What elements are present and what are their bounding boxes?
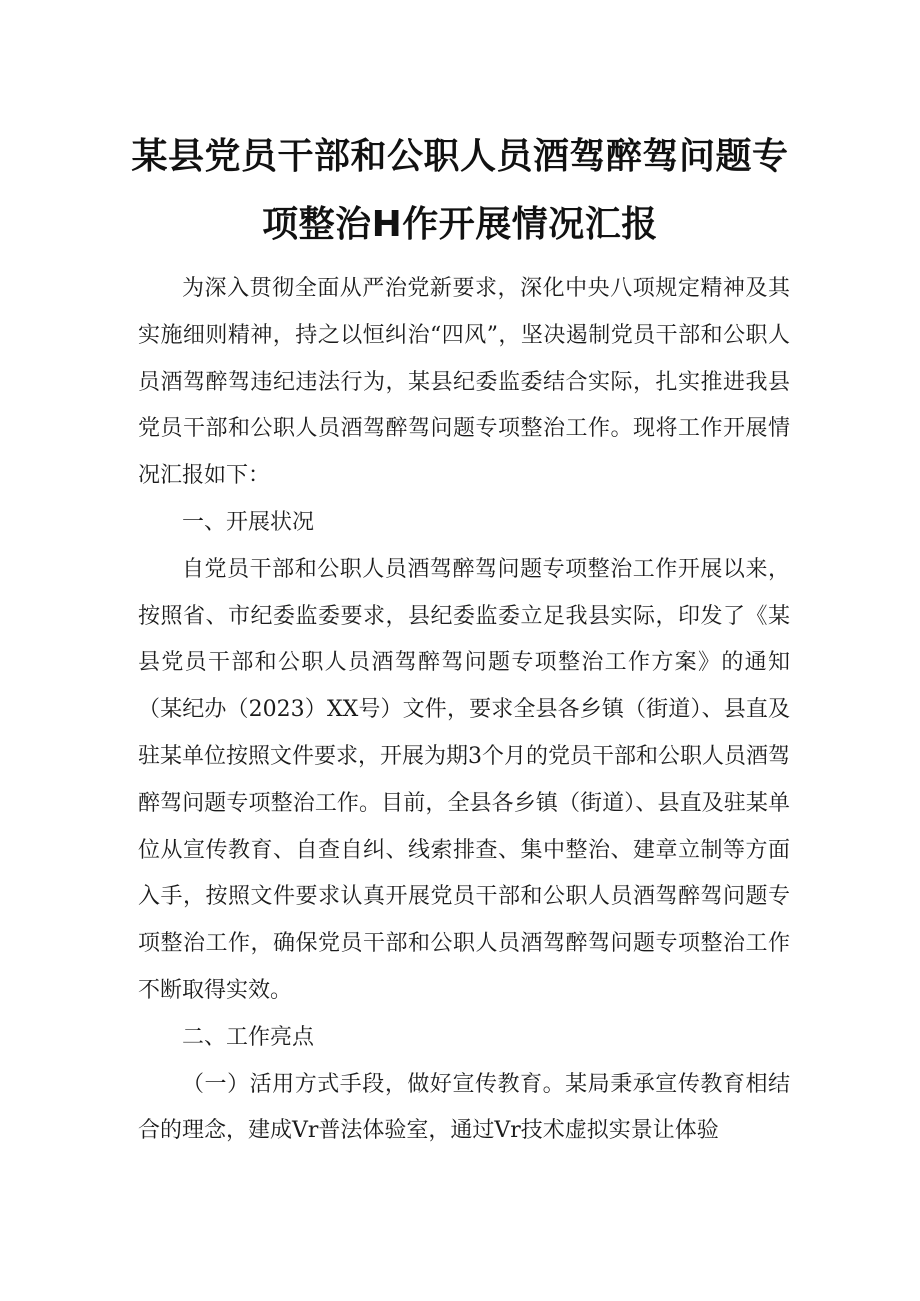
section-2-paragraph: （一）活用方式手段，做好宣传教育。某局秉承宣传教育相结合的理念，建成Vr普法体验室，通过Vr技术虚拟实景让体验 (138, 1071, 790, 1144)
section-heading-1: 一、开展状况 (182, 509, 315, 535)
document-title-line-2: 项整治H作开展情况汇报 (262, 204, 658, 245)
intro-paragraph: 为深入贯彻全面从严治党新要求，深化中央八项规定精神及其实施细则精神，持之以恒纠治“四风”，坚决遏制党员干部和公职人员酒驾醉驾违纪违法行为，某县纪委监委结合实际，扎实推进我县党员干部和公职人员酒驾醉驾问题专项整治工作。现将工作开展情况汇报如下： (138, 276, 790, 489)
document-body (138, 266, 790, 1155)
section-1-paragraph: 自党员干部和公职人员酒驾醉驾问题专项整治工作开展以来，按照省、市纪委监委要求，县纪委监委立足我县实际，印发了《某县党员干部和公职人员酒驾醉驾问题专项整治工作方案》的通知（某纪办（2023）XX号）文件，要求全县各乡镇（街道）、县直及驻某单位按照文件要求，开展为期3个月的党员干部和公职人员酒驾醉驾问题专项整治工作。目前，全县各乡镇（街道）、县直及驻某单位从宣传教育、自查自纠、线索排查、集中整治、建章立制等方面入手，按照文件要求认真开展党员干部和公职人员酒驾醉驾问题专项整治工作，确保党员干部和公职人员酒驾醉驾问题专项整治工作不断取得实效。 (138, 556, 790, 1003)
document-title-line-1: 某县党员干部和公职人员酒驾醉驾问题专 (131, 136, 789, 177)
section-heading-2: 二、工作亮点 (182, 1024, 315, 1050)
